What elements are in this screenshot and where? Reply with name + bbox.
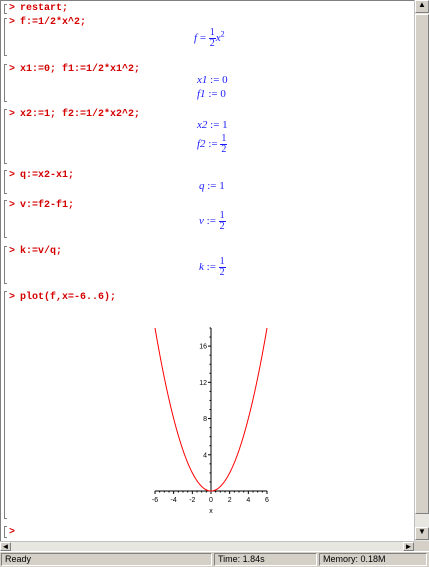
output-var: x (215, 32, 221, 45)
y-tick-label: 8 (203, 416, 207, 424)
prompt: > (9, 170, 16, 181)
fraction: $\frac{1}{2}$ (219, 256, 225, 278)
scroll-up-button[interactable]: ▲ (415, 0, 429, 13)
x-tick-label: 0 (209, 497, 213, 504)
status-memory: Memory: 0.18M (319, 553, 427, 566)
command-input-x1[interactable]: x1:=0; f1:=1/2*x1^2; (20, 64, 141, 75)
y-tick-label: 4 (203, 452, 207, 460)
execution-group-bracket[interactable] (4, 4, 7, 14)
prompt: > (9, 527, 16, 538)
execution-group-bracket[interactable] (4, 18, 7, 56)
execution-group-bracket[interactable] (4, 246, 7, 284)
execution-group-bracket[interactable] (4, 170, 7, 194)
execution-group-bracket[interactable] (4, 291, 7, 519)
prompt: > (9, 292, 16, 303)
output-v: v := $\frac{1}{2}$ (199, 210, 225, 232)
fraction: $\frac{1}{2}$ (221, 133, 227, 155)
fraction: $\frac{1}{2}$ (209, 27, 215, 49)
scroll-left-button[interactable]: ◄ (1, 542, 10, 551)
execution-group-bracket[interactable] (4, 109, 7, 164)
scroll-down-button[interactable]: ▼ (415, 527, 429, 540)
command-input-restart[interactable]: restart; (20, 3, 69, 14)
prompt: > (9, 246, 16, 257)
y-tick-label: 12 (199, 379, 207, 387)
x-tick-label: 6 (265, 497, 269, 504)
output-q: q := 1 (199, 180, 225, 192)
x-tick-label: -6 (151, 497, 159, 504)
x-axis-label: x (209, 508, 213, 515)
prompt: > (9, 17, 16, 28)
output-f (194, 28, 225, 49)
output-lhs: f (194, 32, 198, 45)
execution-group-bracket[interactable] (4, 64, 7, 102)
x-tick-label: -2 (189, 497, 196, 504)
command-input-f[interactable]: f:=1/2*x^2; (20, 17, 87, 28)
command-input-v[interactable]: v:=f2-f1; (20, 200, 75, 211)
output-eq: = (197, 32, 209, 45)
y-tick-label: 16 (199, 343, 207, 351)
prompt: > (9, 3, 16, 14)
output-x1: x1 := 0 (197, 74, 228, 86)
prompt: > (9, 200, 16, 211)
command-input-plot[interactable]: plot(f,x=-6..6); (20, 292, 117, 303)
command-input-k[interactable]: k:=v/q; (20, 246, 63, 257)
output-x2: x2 := 1 (197, 119, 228, 131)
vertical-scrollbar[interactable] (414, 0, 429, 541)
output-k: k := $\frac{1}{2}$ (199, 256, 225, 278)
output-f2: f2 := $\frac{1}{2}$ (197, 133, 227, 155)
status-time: Time: 1.84s (214, 553, 317, 566)
x-tick-label: 2 (227, 497, 232, 504)
prompt: > (9, 64, 16, 75)
status-ready: Ready (1, 553, 212, 566)
x-tick-label: 4 (246, 497, 251, 504)
prompt: > (9, 109, 16, 120)
plot-region[interactable] (141, 324, 281, 518)
status-bar (0, 551, 429, 567)
scroll-right-button[interactable]: ► (404, 542, 413, 551)
horizontal-scrollbar[interactable] (0, 541, 414, 551)
fraction: $\frac{1}{2}$ (219, 210, 225, 232)
output-exponent: 2 (220, 29, 225, 39)
command-input-q[interactable]: q:=x2-x1; (20, 170, 75, 181)
execution-group-bracket[interactable] (4, 200, 7, 238)
x-tick-label: -4 (170, 497, 177, 504)
command-input-x2[interactable]: x2:=1; f2:=1/2*x2^2; (20, 109, 141, 120)
scroll-thumb[interactable] (415, 14, 429, 514)
execution-group-bracket[interactable] (4, 526, 7, 538)
output-f1: f1 := 0 (197, 88, 226, 100)
